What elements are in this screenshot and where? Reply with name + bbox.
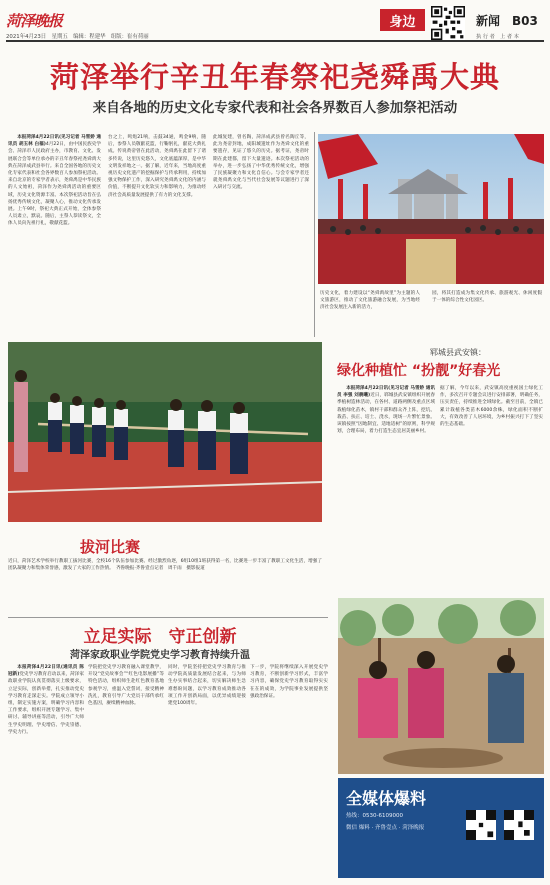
lead-column-3: 此城复建，曾名陶，菏泽成武县曾名陶丘等，此为尧帝封地，成阳城遗址作为尧舜文化的重要遗存，见证了悠久的历史。据考证，尧帝时期在此建都，留下大量遗迹。本次祭祀活动的举办，进一步弘扬了中华优秀传统文化，增强了民族凝聚力和文化自信心。与会专家学者还就尧舜禹文化与当代社会发展等议题进行了深入研讨与交流。 — [213, 135, 309, 191]
qr-code-icon — [431, 6, 465, 40]
lead-column-4: 历史文化，着力建设以“尧舜禹故里”为主题的人文旅游区，推动了文化旅游融合发展，为当地经济社会发展注入新的活力， — [320, 291, 420, 311]
greening-title: 绿化种植忙 “扮靓”好春光 — [337, 363, 501, 379]
party-column-4: 下一步，学院将继续深入开展党史学习教育，不断创新学习形式，丰富学习内容，确保党史学习教育取得实实在在的成效，为学院事业发展提供坚强政治保证。 — [250, 665, 328, 699]
paper-logo: 菏泽晚报 — [6, 12, 63, 30]
party-top-rule — [8, 617, 328, 618]
party-byline: 本报菏泽4月22日讯(通讯员 陈冠新) — [8, 665, 84, 678]
lead-byline: 本报菏泽4月22日讯(见习记者 马雪娇 通讯员 胡玉林 白福) — [8, 135, 101, 148]
ad-hotline: 热线：0530-6109000 — [346, 813, 403, 819]
ad-channels: 微信 爆料 · 齐鲁壹点 · 菏泽晚报 — [346, 825, 425, 831]
editors-line: 执 行 者 上 者 本 — [476, 34, 519, 40]
tug-of-war-caption: 近日，菏泽艺术学校举行教职工拔河比赛，全校16个队伍参加比赛。经过激烈角逐，6组10组1班获得第一名，比赛进一步丰富了教职工文化生活，增强了团队凝聚力和集体荣誉感，激发了大家的工作热情。 齐鲁晚报·齐鲁壹点记者 周千雨 摄影报道 — [8, 559, 322, 572]
ad-title: 全媒体爆料 — [346, 789, 427, 808]
party-column-2: 学院把党史学习教育融入课堂教学，开设“党史故事会”“红色电影展播”等特色活动，组织师生赴红色教育基地参观学习，重温入党誓词，接受精神洗礼，教育引导广大党员干部传承红色基因，赓续精神血脉。 — [88, 665, 164, 707]
greening-byline: 本报菏泽4月22日讯(见习记者 马雪娇 通讯员 李强 刘晨曦) — [337, 386, 435, 399]
planting-photo — [338, 598, 544, 774]
header-divider — [6, 40, 544, 42]
tug-of-war-photo — [8, 342, 322, 522]
lead-subhead: 来自各地的历史文化专家代表和社会各界数百人参加祭祀活动 — [92, 100, 458, 116]
party-column-3: 同时，学院坚持把党史学习教育与推动学院高质量发展结合起来，与为师生办实事结合起来，切实解决师生急难愁盼问题，以学习教育成效推动各项工作开创新局面，以优异成绩迎接建党100周年。 — [168, 665, 246, 707]
tug-of-war-title: 拔河比赛 — [80, 538, 141, 556]
column-rule — [314, 132, 315, 337]
party-title: 立足实际 守正创新 — [83, 627, 237, 647]
greening-column-2: 据了解，今年以来，武安镇高度重视国土绿化工作，多次召开专题会议进行安排部署，明确任务，压实责任，持续推进全域绿化。截至目前，全镇已累计栽植各类苗木6000余株，绿化面积不断扩大，有效改善了人居环境，为乡村振兴打下了坚实的生态基础。 — [440, 386, 543, 428]
party-subtitle: 菏泽家政职业学院党史学习教育持续升温 — [70, 650, 250, 661]
lead-column-5: 园，将其打造成为集文化传承、旅游观光、休闲度假于一体的综合性文化园区。 — [432, 291, 542, 304]
lead-column-2: 台之上，鸣炮21响，击鼓34通，鸣金9响，随后，参祭人员敬献花篮，行鞠躬礼，献花大典礼成。传说黄帝曾在此活动，尧舜禹在此留下了诸多传说，这里历史悠久，文化底蕴深厚，是中华文明发祥地之一。据了解，近年来，当地高度重视历史文化遗产的挖掘保护与传承利用，持续加强文物保护工作，深入研究尧舜禹文化的内涵与价值，不断提升文化软实力和影响力，为推动经济社会高质量发展提供了有力的文化支撑。 — [108, 135, 206, 198]
greening-column-1: 本报菏泽4月22日讯(见习记者 马雪娇 通讯员 李强 刘晨曦)近日，郓城县武安镇组织开展春季植树造林活动，在各村、道路两侧及重点区域栽植绿化苗木，镇村干部和群众齐上阵，挖坑、栽苗、扶正、培土、浇水，现场一片繁忙景象。该镇按照“因地制宜、适地适树”的原则，科学规划，合理布局，着力打造生态宜居美丽乡村。 — [337, 386, 435, 435]
page-name: 新闻 — [476, 14, 501, 28]
lead-column-1: 本报菏泽4月22日讯(见习记者 马雪娇 通讯员 胡玉林 白福)4月22日，由中国民族史学会、菏泽市人民政府主办，市教育、文化、发展联合会等单位承办的辛丑年春祭祀尧舜禹大典在菏泽成武县举行。来自全国各地的历史文化专家代表和社会各界数百人参加祭祀活动。来自北京的专家学者表示，尧舜禹是中华民族的人文始祖，菏泽作为尧舜禹活动的重要区域，历史文化资源丰富。本次祭祀活动旨在弘扬优秀传统文化，凝聚人心，推动文化传承发展。上午9时，祭祀大典正式开始，全体参祭人员肃立，默哀。随后，主祭人恭读祭文，全体人员向先祖行礼，敬献花篮。 — [8, 135, 101, 227]
ad-qr-code-icon — [466, 810, 496, 840]
section-badge: 身边 — [380, 9, 425, 31]
lead-headline: 菏泽举行辛丑年春祭祀尧舜禹大典 — [49, 60, 500, 94]
greening-kicker: 郓城县武安镇： — [430, 348, 486, 357]
ceremony-photo — [318, 134, 544, 284]
page-label — [476, 12, 538, 29]
dateline: 2021年4月23日 星期五 编辑：程建华 组版：崔有荷丽 — [6, 34, 149, 40]
media-tipoff-ad — [338, 778, 544, 878]
ad-qr-code-icon-2 — [504, 810, 534, 840]
party-column-1: 本报菏泽4月22日讯(通讯员 陈冠新)党史学习教育启动以来，菏泽家政职业学院认真贯彻落实上级要求，立足实际，创新举措，扎实推动党史学习教育走深走实。学院成立领导小组，制定实施方案，明确学习内容和工作要求，组织开展专题学习、集中研讨、辅导讲座等活动，引导广大师生学史明理、学史增信、学史崇德、学史力行。 — [8, 665, 84, 735]
page-number: B03 — [512, 14, 538, 28]
